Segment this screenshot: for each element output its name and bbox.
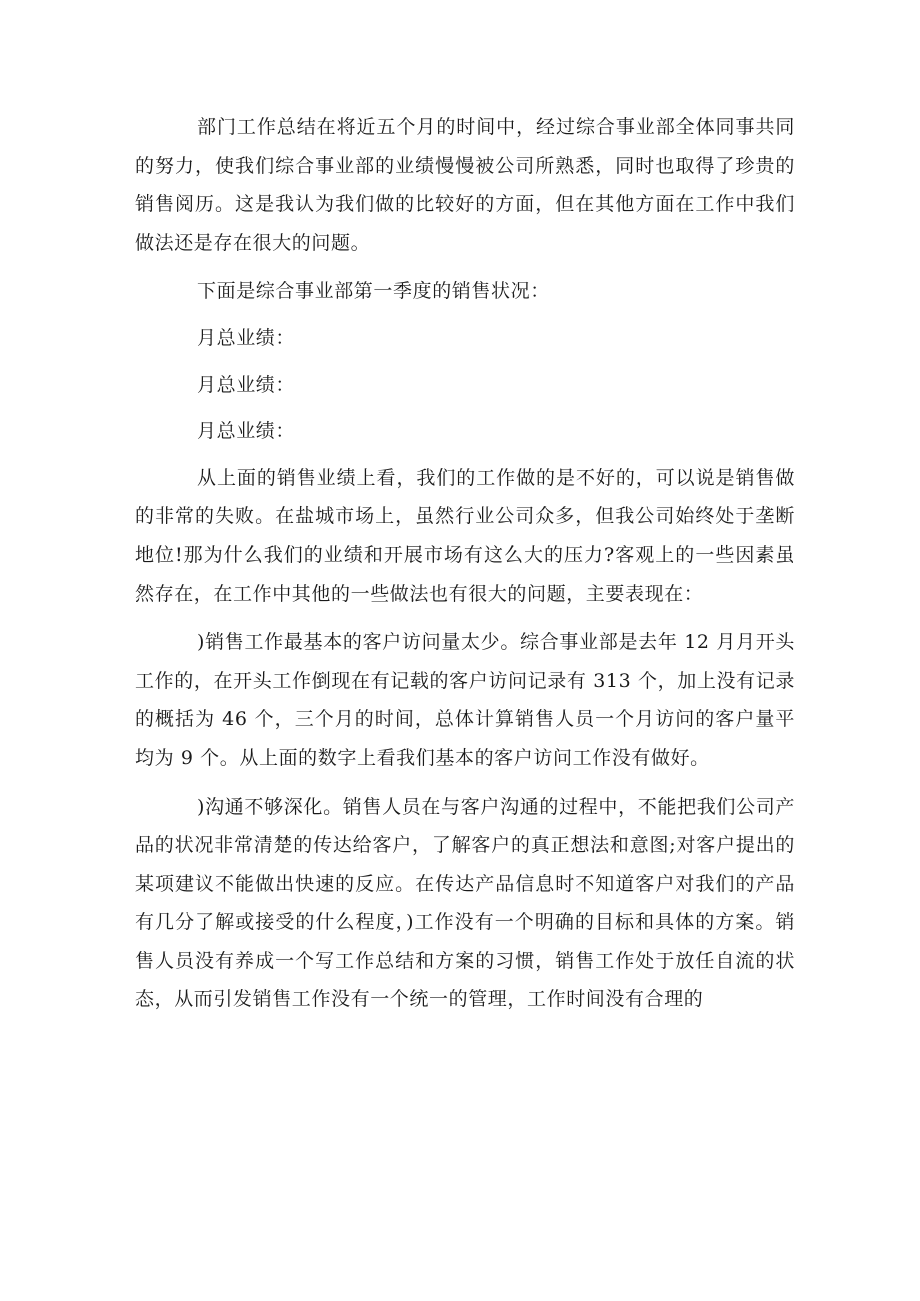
paragraph-sales-heading: 下面是综合事业部第一季度的销售状况：: [197, 280, 550, 303]
paragraph-issue-visits: )销售工作最基本的客户访问量太少。综合事业部是去年 12 月月开头工作的，在开头工作倒现在有记载的客户访问记录有 313 个，加上没有记录的概括为 46 个，三个月的时间，总体计算销售人员一个月访问的客户量平均为 9 个。从上面的数字上看我们基本的客户访问工作没有做好。: [135, 631, 795, 769]
document-body: [135, 108, 795, 1029]
paragraph-monthly-total-1: 月总业绩：: [197, 326, 296, 349]
paragraph-monthly-total-3: 月总业绩：: [197, 420, 296, 443]
paragraph-intro: 部门工作总结在将近五个月的时间中，经过综合事业部全体同事共同的努力，使我们综合事业部的业绩慢慢被公司所熟悉，同时也取得了珍贵的销售阅历。这是我认为我们做的比较好的方面，但在其他方面在工作中我们做法还是存在很大的问题。: [135, 116, 795, 254]
paragraph-issue-communication: )沟通不够深化。销售人员在与客户沟通的过程中，不能把我们公司产品的状况非常清楚的传达给客户，了解客户的真正想法和意图;对客户提出的某项建议不能做出快速的反应。在传达产品信息时不知道客户对我们的产品有几分了解或接受的什么程度，)工作没有一个明确的目标和具体的方案。销售人员没有养成一个写工作总结和方案的习惯，销售工作处于放任自流的状态，从而引发销售工作没有一个统一的管理，工作时间没有合理的: [135, 795, 795, 1011]
paragraph-monthly-total-2: 月总业绩：: [197, 373, 296, 396]
paragraph-analysis: 从上面的销售业绩上看，我们的工作做的是不好的，可以说是销售做的非常的失败。在盐城市场上，虽然行业公司众多，但我公司始终处于垄断地位!那为什么我们的业绩和开展市场有这么大的压力?客观上的一些因素虽然存在，在工作中其他的一些做法也有很大的问题，主要表现在：: [135, 466, 795, 605]
